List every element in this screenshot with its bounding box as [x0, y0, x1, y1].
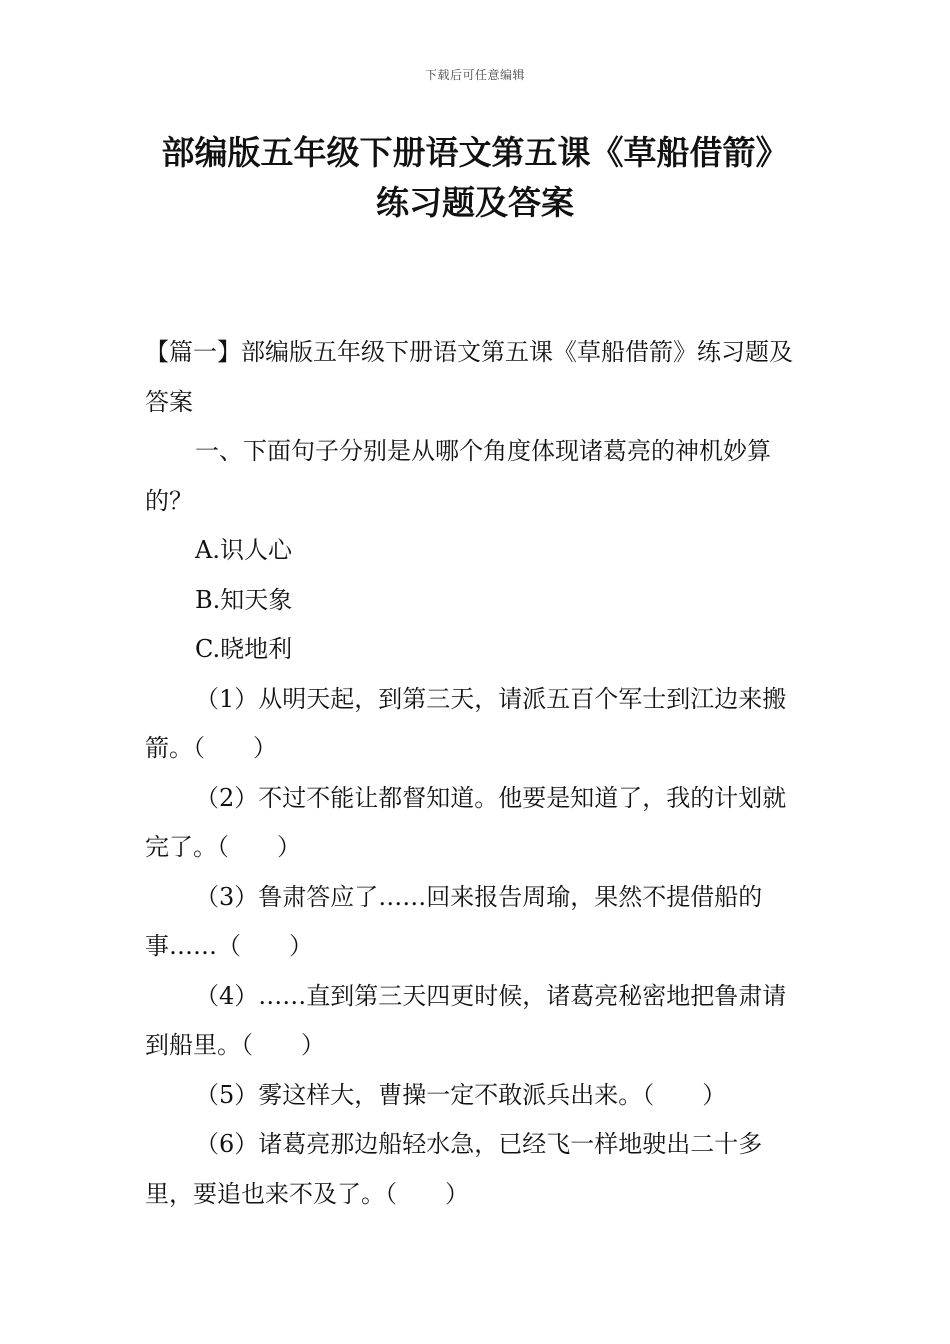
header-note: 下载后可任意编辑	[424, 68, 525, 82]
section-heading: 【篇一】部编版五年级下册语文第五课《草船借箭》练习题及答案	[145, 338, 793, 416]
question-item-1: （1）从明天起，到第三天，请派五百个军士到江边来搬箭。（ ）	[145, 684, 787, 762]
option-b: B.知天象	[195, 585, 293, 614]
question-item-3: （3）鲁肃答应了……回来报告周瑜，果然不提借船的事……（ ）	[145, 882, 763, 960]
question-item-6: （6）诸葛亮那边船轻水急，已经飞一样地驶出二十多里，要追也来不及了。（ ）	[145, 1130, 763, 1208]
question-item-5: （5）雾这样大，曹操一定不敢派兵出来。（ ）	[195, 1080, 727, 1109]
option-a: A.识人心	[195, 536, 292, 564]
document-body	[145, 328, 810, 1219]
question-item-2: （2）不过不能让都督知道。他要是知道了，我的计划就完了。（ ）	[145, 783, 787, 861]
question-prompt: 一、下面句子分别是从哪个角度体现诸葛亮的神机妙算的？	[145, 437, 771, 515]
document-title: 部编版五年级下册语文第五课《草船借箭》练习题及答案	[161, 133, 789, 222]
question-item-4: （4）……直到第三天四更时候，诸葛亮秘密地把鲁肃请到船里。（ ）	[145, 981, 787, 1059]
option-c: C.晓地利	[195, 635, 293, 663]
